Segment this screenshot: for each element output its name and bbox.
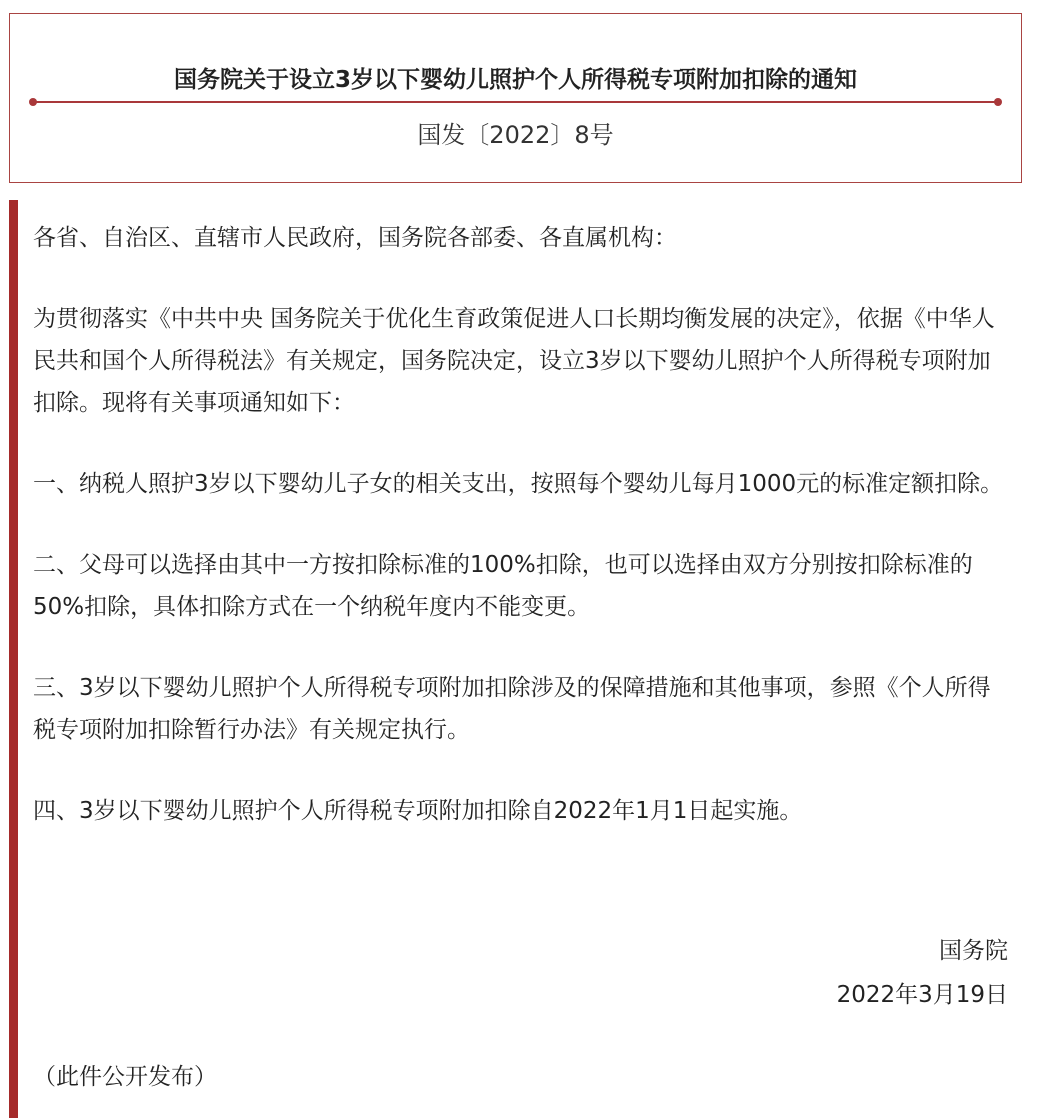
signature-date: 2022年3月19日	[836, 982, 1008, 1008]
document-number: 国发〔2022〕8号	[417, 121, 614, 149]
header-divider	[32, 101, 999, 103]
divider-dot-left	[29, 98, 37, 106]
salutation: 各省、自治区、直辖市人民政府，国务院各部委、各直属机构：	[33, 225, 677, 251]
body-paragraph-item-3: 三、3岁以下婴幼儿照护个人所得税专项附加扣除涉及的保障措施和其他事项，参照《个人所得税专项附加扣除暂行办法》有关规定执行。	[33, 675, 991, 743]
divider-dot-right	[994, 98, 1002, 106]
body-paragraph-item-4: 四、3岁以下婴幼儿照护个人所得税专项附加扣除自2022年1月1日起实施。	[33, 798, 803, 824]
document-header	[9, 13, 1022, 183]
publication-note: （此件公开发布）	[33, 1064, 217, 1090]
document-title: 国务院关于设立3岁以下婴幼儿照护个人所得税专项附加扣除的通知	[173, 67, 857, 93]
document-body	[33, 217, 1009, 871]
signature-issuer: 国务院	[939, 938, 1008, 964]
body-paragraph-intro: 为贯彻落实《中共中央 国务院关于优化生育政策促进人口长期均衡发展的决定》，依据《中华人民共和国个人所得税法》有关规定，国务院决定，设立3岁以下婴幼儿照护个人所得税专项附加扣除。现将有关事项通知如下：	[33, 306, 995, 416]
body-paragraph-item-2: 二、父母可以选择由其中一方按扣除标准的100%扣除，也可以选择由双方分别按扣除标准的50%扣除，具体扣除方式在一个纳税年度内不能变更。	[33, 552, 973, 620]
content-accent-bar	[9, 200, 18, 1118]
body-paragraph-item-1: 一、纳税人照护3岁以下婴幼儿子女的相关支出，按照每个婴幼儿每月1000元的标准定额扣除。	[33, 471, 1004, 497]
